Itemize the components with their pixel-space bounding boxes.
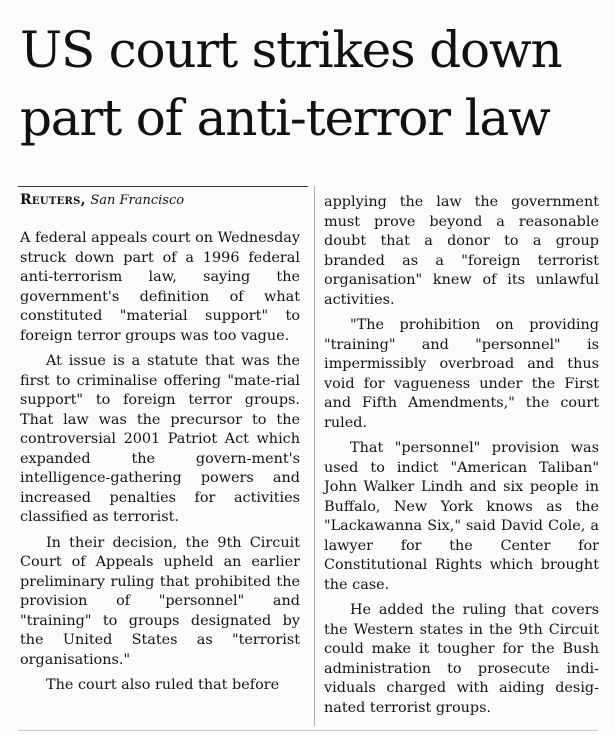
paragraph: A federal appeals court on Wednesday struck down part of a 1996 federal anti-terrorism law, saying the government's definition of what constituted "material support" to foreign terror groups was too vague. <box>20 230 301 344</box>
paragraph: At issue is a statute that was the first to criminalise offering "mate-rial support" to foreign terror groups. That law was the precursor to the controversial 2001 Patriot Act which expanded the govern-ment's intelligence-gathering powers and increased penalties for activities classified as terrorist. <box>20 353 300 525</box>
byline-location: San Francisco <box>90 193 185 208</box>
paragraph: That "personnel" provision was used to indict "American Taliban" John Walker Lindh and six people in Buffalo, New York knows as the "Lackawanna Six," said David Cole, a lawyer for the Center for Constitutional Rights which brought the case. <box>324 440 599 593</box>
headline: US court strikes down part of anti-terror law <box>20 21 562 147</box>
paragraph: "The prohibition on providing "training" and "personnel" is impermissibly overbroad and thus void for vagueness under the First and Fifth Amendments," the court ruled. <box>324 317 599 431</box>
byline-rule <box>18 186 308 187</box>
article-column-1 <box>20 229 300 702</box>
paragraph: He added the ruling that covers the Western states in the 9th Circuit could make it tougher for the Bush administration to prosecute indi-viduals charged with aiding desig-nated terrorist groups. <box>324 602 599 716</box>
column-divider <box>314 186 315 726</box>
bottom-rule <box>18 730 598 731</box>
byline <box>20 191 184 210</box>
byline-agency: Reuters, <box>20 192 86 208</box>
article-column-2 <box>324 193 599 724</box>
paragraph: The court also ruled that before <box>46 677 280 693</box>
paragraph: applying the law the government must prove beyond a reasonable doubt that a donor to a group branded as a "foreign terrorist organisation" knew of its unlawful activities. <box>324 194 599 308</box>
paragraph: In their decision, the 9th Circuit Court of Appeals upheld an earlier preliminary ruling that prohibited the provision of "personnel" and "training" to groups designated by the United States as "terrorist organisations." <box>20 534 300 668</box>
